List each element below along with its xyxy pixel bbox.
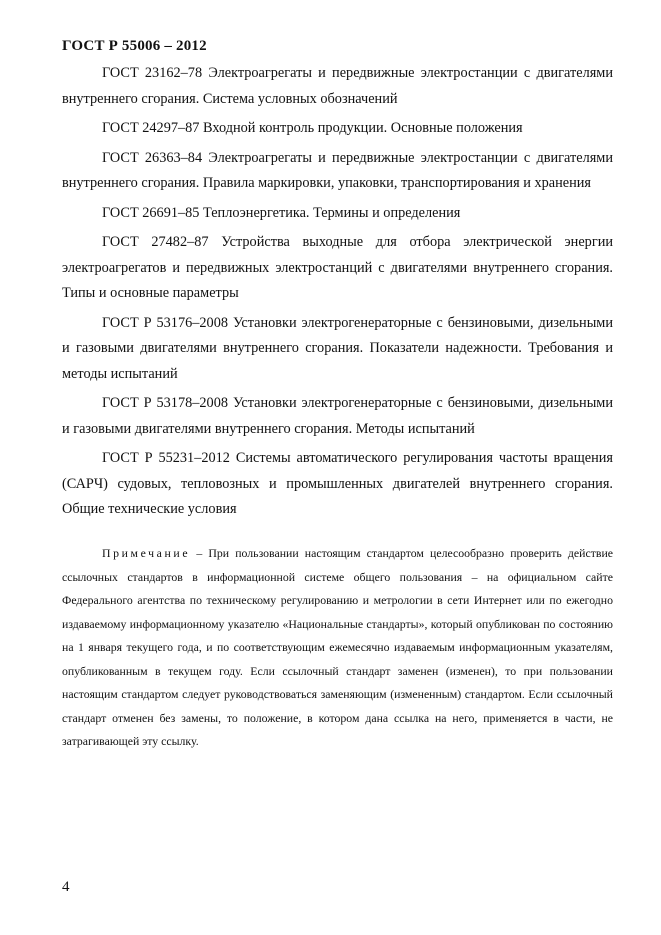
reference-item: ГОСТ 26363–84 Электроагрегаты и передвижные электростанции с двигателями внутреннего сгорания. Правила маркировки, упаковки, транспортирования и хранения xyxy=(62,149,613,191)
page-number: 4 xyxy=(62,879,70,895)
reference-item: ГОСТ 24297–87 Входной контроль продукции. Основные положения xyxy=(102,120,523,136)
document-header: ГОСТ Р 55006 – 2012 xyxy=(62,38,207,54)
references-list xyxy=(62,61,613,523)
reference-item: ГОСТ 23162–78 Электроагрегаты и передвижные электростанции с двигателями внутреннего сгорания. Система условных обозначений xyxy=(62,65,613,107)
reference-item: ГОСТ Р 55231–2012 Системы автоматического регулирования частоты вращения (САРЧ) судовых, тепловозных и промышленных двигателей внутреннего сгорания. Общие технические условия xyxy=(62,450,613,517)
reference-item: ГОСТ Р 53176–2008 Установки электрогенераторные с бензиновыми, дизельными и газовыми двигателями внутреннего сгорания. Показатели надежности. Требования и методы испытаний xyxy=(62,314,613,382)
reference-item: ГОСТ 27482–87 Устройства выходные для отбора электрической энергии электроагрегатов и передвижных электростанций с двигателями внутреннего сгорания. Типы и основные параметры xyxy=(62,234,613,301)
note-text: – При пользовании настоящим стандартом целесообразно проверить действие ссылочных стандартов в информационной системе общего пользования – на официальном сайте Федерального агентства по техническому регулированию и метрологии в сети Интернет или по ежегодно издаваемому информационному указателю «Национальные стандарты», который опубликован по состоянию на 1 января текущего года, и по соответствующим ежемесячно издаваемым информационным указателям, опубликованным в текущем году. Если ссылочный стандарт заменен (изменен), то при пользовании настоящим стандартом следует руководствоваться заменяющим (измененным) стандартом. Если ссылочный стандарт отменен без замены, то положение, в котором дана ссылка на него, применяется в части, не затрагивающей эту ссылку. xyxy=(62,546,613,748)
reference-item: ГОСТ 26691–85 Теплоэнергетика. Термины и определения xyxy=(102,204,461,221)
note-paragraph xyxy=(62,542,613,754)
reference-item: ГОСТ Р 53178–2008 Установки электрогенераторные с бензиновыми, дизельными и газовыми двигателями внутреннего сгорания. Методы испытаний xyxy=(62,395,613,437)
note-label: Примечание xyxy=(102,546,191,560)
note-block xyxy=(62,542,613,754)
